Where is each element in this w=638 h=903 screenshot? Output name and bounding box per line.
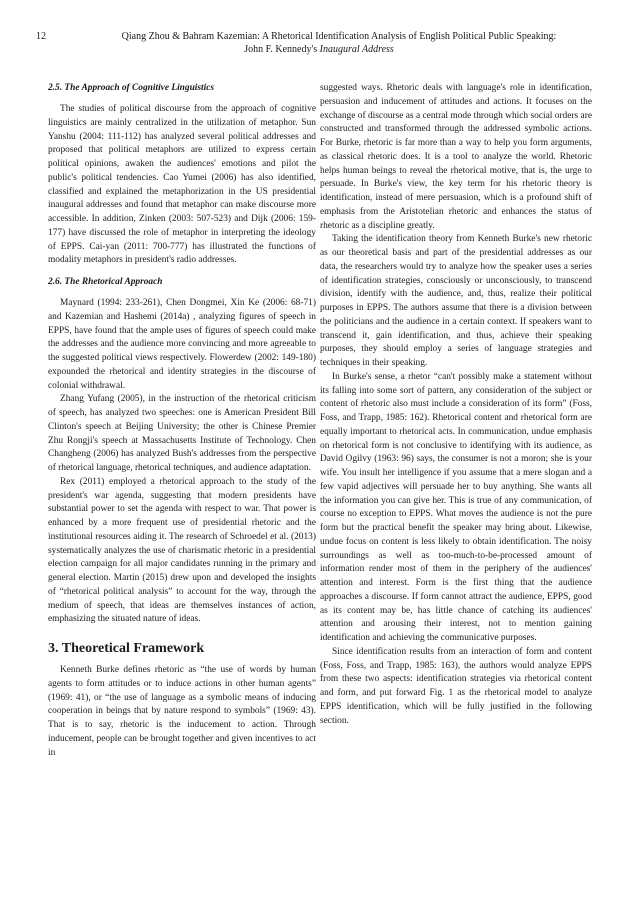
paragraph: Since identification results from an interaction of form and content (Foss, Foss, and Trapp, 1985: 163), the authors would analyze EPPS from these two aspects: identification strategies via rhetorical content and form, and put forward Fig. 1 as the rhetorical model to analyze EPPS identification, which will be fully justified in the following section. — [320, 646, 592, 726]
running-header-line-1 — [0, 30, 638, 43]
paragraph: Kenneth Burke defines rhetoric as “the use of words by human agents to form attitudes or to induce actions in other human agents” (1969: 41), or “the use of language as a symbolic means of inducing cooperation in beings that by nature respond to symbols” (1969: 43). That is to say, rhetoric is the inducement to action. Through inducement, people can be brought together and given incentives to act in — [48, 665, 316, 758]
paragraph: Zhang Yufang (2005), in the instruction of the rhetorical criticism of speech, has analyzed two speeches: one is American President Bill Clinton's speech at Beijing University; the other is Chinese Premier Zhu Rongji's speech at Massachusetts Institute of Technology. Chen Changheng (2006) has analyzed Bush's addresses from the perspective of rhetorical language, rhetorical techniques, and audience adaptation. — [48, 394, 316, 473]
section-heading-3: 3. Theoretical Framework — [48, 641, 205, 656]
section-heading-2-5: 2.5. The Approach of Cognitive Linguistics — [48, 83, 215, 93]
running-header — [0, 30, 638, 56]
running-header-line-2 — [0, 43, 638, 56]
running-title: Qiang Zhou & Bahram Kazemian: A Rhetorical Identification Analysis of English Political Public Speaking: — [121, 31, 557, 42]
right-column — [320, 82, 592, 728]
left-column — [48, 82, 316, 760]
paragraph: Taking the identification theory from Kenneth Burke's new rhetoric as our theoretical basis and part of the presidential addresses as our data, the researchers would try to analyze how the speaker uses a series of identification strategies, consciously or unconsciously, to transcend division, identify with the audience, and, thus, realize their political purposes in EPPS. The authors assume that there is a division between the politicians and the audience in a certain context. If speakers want to transcend it, gain identification, and thus, achieve their speaking purposes, they should employ a series of language strategies and techniques in their speaking. — [320, 234, 592, 368]
paragraph: In Burke's sense, a rhetor “can't possibly make a statement without its falling into some sort of pattern, any consideration of the subject or content of rhetoric also must include a consideration of its form” (Foss, Foss, and Trapp, 1985: 162). Rhetorical content and rhetorical form are equally important to rhetorical acts. In communication, undue emphasis on rhetorical form is not conclusive to identifying with its audience, as David Ogilvy (1963: 96) says, the consumer is not a moron; she is your wife. You insult her intelligence if you assume that a mere slogan and a few vapid adjectives will persuade her to buy anything. She wants all the information you can give her. This is true of any communication, of course no exception to EPPS. What moves the audience is not the pure form but the practical benefit the speaker may bring about. Likewise, undue focus on content is less likely to obtain identification. The noisy surroundings as well as too-much-to-be-processed amount of information render most of them in the periphery of the audiences' attention and interest. Form is the first thing that the audience approaches a discourse. If form cannot attract the audience, EPPS, good as its content may be, has little chance of catching its audiences' attention and arousing their interest, not to mention gaining identification and achieving the communicative purposes. — [320, 371, 592, 643]
running-subtitle-plain: John F. Kennedy's — [244, 44, 320, 55]
paragraph: Maynard (1994: 233-261), Chen Dongmei, Xin Ke (2006: 68-71) and Kazemian and Hashemi (2014a) , analyzing figures of speech in EPPS, have found that the ample uses of figures of speech could make the addresses and the audience more convincing and more agreeable to the suggested political views respectively. Flowerdew (2002: 149-180) expounded the rhetorical and identity strategies in the discourse of colonial withdrawal. — [48, 298, 316, 391]
section-heading-2-6: 2.6. The Rhetorical Approach — [48, 277, 163, 287]
page-number: 12 — [36, 31, 46, 42]
paragraph: The studies of political discourse from the approach of cognitive linguistics are mainly centralized in the utilization of metaphor. Sun Yanshu (2004: 111-112) has analyzed several political addresses and proposed that political metaphors are utilized to express certain political opinions, awaken the audiences' emotions and pilot the public's political tendencies. Cao Yumei (2006) has also identified, classified and explained the metaphorization in the US presidential inaugural addresses and found that metaphor can make discourse more accessible. In addition, Zinken (2003: 507-523) and Dijk (2006: 159-177) have discussed the role of metaphor in interpreting the ideology of EPPS. Cai-yan (2011: 700-777) has illustrated the functions of modality metaphors in president's radio addresses. — [48, 104, 316, 266]
running-subtitle-italic: Inaugural Address — [319, 44, 394, 55]
paragraph-continued: suggested ways. Rhetoric deals with language's role in identification, persuasion and inducement of attitudes and actions. It focuses on the exchange of discourse as a central mode through which social orders are constructed and transformed through the addressed symbolic actions. For Burke, rhetoric is far more than a way to help you form arguments, as classical rhetoric does. It is a tool to analyze the world. Rhetoric helps human beings to reveal the rhetorical motive, that is, the urge to persuade. In Burke's view, the key term for his rhetoric theory is identification, instead of mere persuasion, which is a profound shift of emphasis from the Aristotelian rhetoric and enhances the status of rhetoric as a discipline greatly. — [320, 83, 592, 231]
paragraph: Rex (2011) employed a rhetorical approach to the study of the president's war agenda, suggesting that modern presidents have substantial power to set the agenda with respect to war. That power is enhanced by a more frequent use of presidential rhetoric and the institutional resources aiding it. The research of Schroedel et al. (2013) systematically analyzes the use of charismatic rhetoric in a presidential election campaign for all major candidates running in the primary and general election. Martin (2015) drew upon and developed the insights of “rhetorical political analysis” to account for the way, through the medium of speech, that ideas are themselves instances of action, emphasizing the situated nature of ideas. — [48, 476, 316, 625]
